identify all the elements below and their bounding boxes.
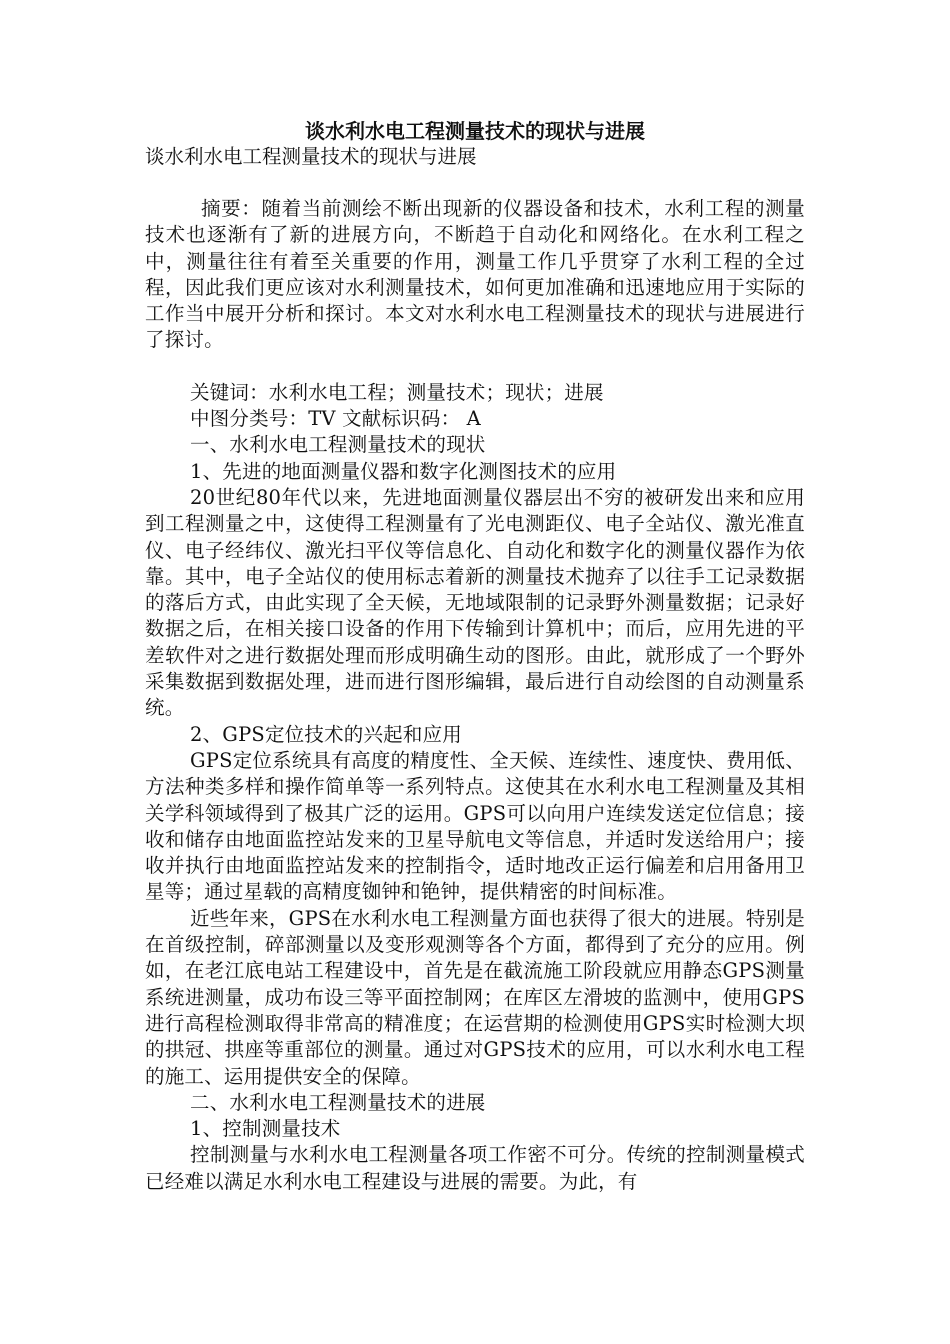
document-title: 谈水利水电工程测量技术的现状与进展 bbox=[305, 119, 645, 143]
document-subtitle: 谈水利水电工程测量技术的现状与进展 bbox=[145, 145, 477, 168]
body-paragraph: 控制测量与水利水电工程测量各项工作密不可分。传统的控制测量模式已经难以满足水利水电工程建设与进展的需要。为此，有 bbox=[145, 1143, 805, 1193]
subsection-heading-2-1: 1、控制测量技术 bbox=[190, 1117, 341, 1141]
classification-line: 中图分类号：TV 文献标识码： A bbox=[190, 407, 481, 431]
section-heading-1: 一、水利水电工程测量技术的现状 bbox=[190, 433, 486, 457]
document-page bbox=[145, 118, 805, 1195]
body-paragraph: 20世纪80年代以来，先进地面测量仪器层出不穷的被研发出来和应用到工程测量之中，这使得工程测量有了光电测距仪、电子全站仪、激光准直仪、电子经纬仪、激光扫平仪等信息化、自动化和数字化的测量仪器作为依靠。其中，电子全站仪的使用标志着新的测量技术抛弃了以往手工记录数据的落后方式，由此实现了全天候，无地域限制的记录野外测量数据；记录好数据之后，在相关接口设备的作用下传输到计算机中；而后，应用先进的平差软件对之进行数据处理而形成明确生动的图形。由此，就形成了一个野外采集数据到数据处理，进而进行图形编辑，最后进行自动绘图的自动测量系统。 bbox=[145, 485, 805, 720]
spacer bbox=[145, 170, 805, 196]
body-paragraph: 近些年来，GPS在水利水电工程测量方面也获得了很大的进展。特别是在首级控制，碎部测量以及变形观测等各个方面，都得到了充分的应用。例如，在老江底电站工程建设中，首先是在截流施工阶段就应用静态GPS测量系统进测量，成功布设三等平面控制网；在库区左滑坡的监测中，使用GPS进行高程检测取得非常高的精准度；在运营期的检测使用GPS实时检测大坝的拱冠、拱座等重部位的测量。通过对GPS技术的应用，可以水利水电工程的施工、运用提供安全的保障。 bbox=[145, 906, 805, 1088]
keywords-line: 关键词：水利水电工程；测量技术；现状；进展 bbox=[190, 380, 604, 404]
spacer bbox=[145, 354, 805, 380]
section-heading-2: 二、水利水电工程测量技术的进展 bbox=[190, 1090, 486, 1114]
subsection-heading-1-2: 2、GPS定位技术的兴起和应用 bbox=[190, 722, 462, 746]
subsection-heading-1-1: 1、先进的地面测量仪器和数字化测图技术的应用 bbox=[190, 459, 617, 483]
abstract-paragraph: 摘要：随着当前测绘不断出现新的仪器设备和技术，水利工程的测量技术也逐渐有了新的进展方向，不断趋于自动化和网络化。在水利工程之中，测量往往有着至关重要的作用，测量工作几乎贯穿了水利工程的全过程，因此我们更应该对水利测量技术，如何更加准确和迅速地应用于实际的工作当中展开分析和探讨。本文对水利水电工程测量技术的现状与进展进行了探讨。 bbox=[145, 197, 805, 352]
body-paragraph: GPS定位系统具有高度的精度性、全天候、连续性、速度快、费用低、方法种类多样和操作简单等一系列特点。这使其在水利水电工程测量及其相关学科领域得到了极其广泛的运用。GPS可以向用户连续发送定位信息；接收和储存由地面监控站发来的卫星导航电文等信息，并适时发送给用户；接收并执行由地面监控站发来的控制指令，适时地改正运行偏差和启用备用卫星等；通过星载的高精度铷钟和铯钟，提供精密的时间标准。 bbox=[145, 748, 805, 904]
